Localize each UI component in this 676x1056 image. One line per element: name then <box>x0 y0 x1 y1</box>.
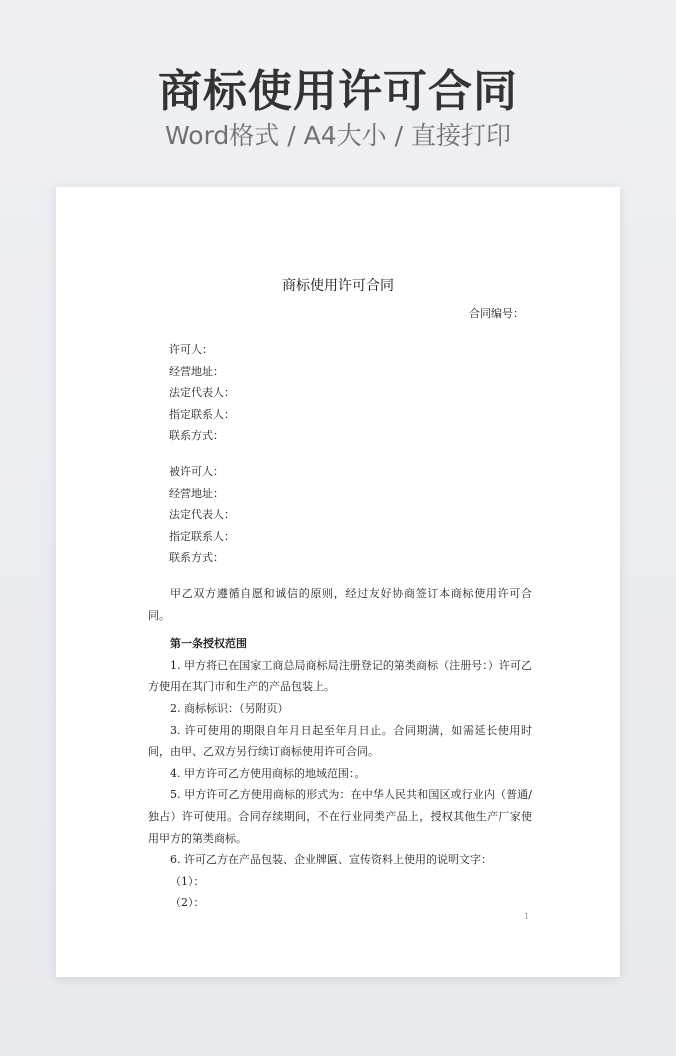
document-title: 商标使用许可合同 <box>282 278 394 294</box>
clause-paragraph: 5. 甲方许可乙方使用商标的形式为：在中华人民共和国区或行业内（普通/独占）许可使用。合同存续期间，不在行业同类产品上，授权其他生产厂家使用甲方的第类商标。 <box>148 788 532 845</box>
licensor-field: 指定联系人： <box>169 407 235 421</box>
licensee-field: 法定代表人： <box>169 508 235 521</box>
licensor-field: 经营地址： <box>169 364 224 378</box>
banner-title: 商标使用许可合同 <box>158 66 518 117</box>
licensor-field: 联系方式： <box>169 429 224 442</box>
licensee-field: 联系方式： <box>169 551 224 564</box>
licensee-block <box>169 461 235 569</box>
licensor-field: 许可人： <box>169 343 213 356</box>
clause-paragraph: 4. 甲方许可乙方使用商标的地域范围：。 <box>170 766 366 780</box>
licensor-field: 法定代表人： <box>169 386 235 399</box>
document-page <box>56 187 620 977</box>
article-heading: 第一条授权范围 <box>170 637 247 651</box>
clause-paragraph: 6. 许可乙方在产品包装、企业牌匾、宣传资料上使用的说明文字： <box>170 853 492 867</box>
contract-body <box>148 583 532 914</box>
licensee-field: 经营地址： <box>169 486 224 500</box>
licensee-field: 被许可人： <box>169 465 224 478</box>
sub-item: （1）： <box>170 874 205 888</box>
licensee-field: 指定联系人： <box>169 529 235 543</box>
clause-paragraph: 1. 甲方将已在国家工商总局商标局注册登记的第类商标（注册号：）许可乙方使用在其门市和生产的产品包装上。 <box>148 658 532 694</box>
contract-number-label: 合同编号： <box>469 307 524 320</box>
clause-paragraph: 2. 商标标识：（另附页） <box>170 701 289 715</box>
page-number: 1 <box>524 912 530 921</box>
banner-subtitle: Word格式 / A4大小 / 直接打印 <box>165 121 511 150</box>
licensor-block <box>169 339 235 447</box>
clause-paragraph: 3. 许可使用的期限自年月日起至年月日止。合同期满，如需延长使用时间，由甲、乙双方另行续订商标使用许可合同。 <box>148 723 532 759</box>
intro-paragraph: 甲乙双方遵循自愿和诚信的原则，经过友好协商签订本商标使用许可合同。 <box>148 587 532 622</box>
sub-item: （2）： <box>170 896 205 910</box>
